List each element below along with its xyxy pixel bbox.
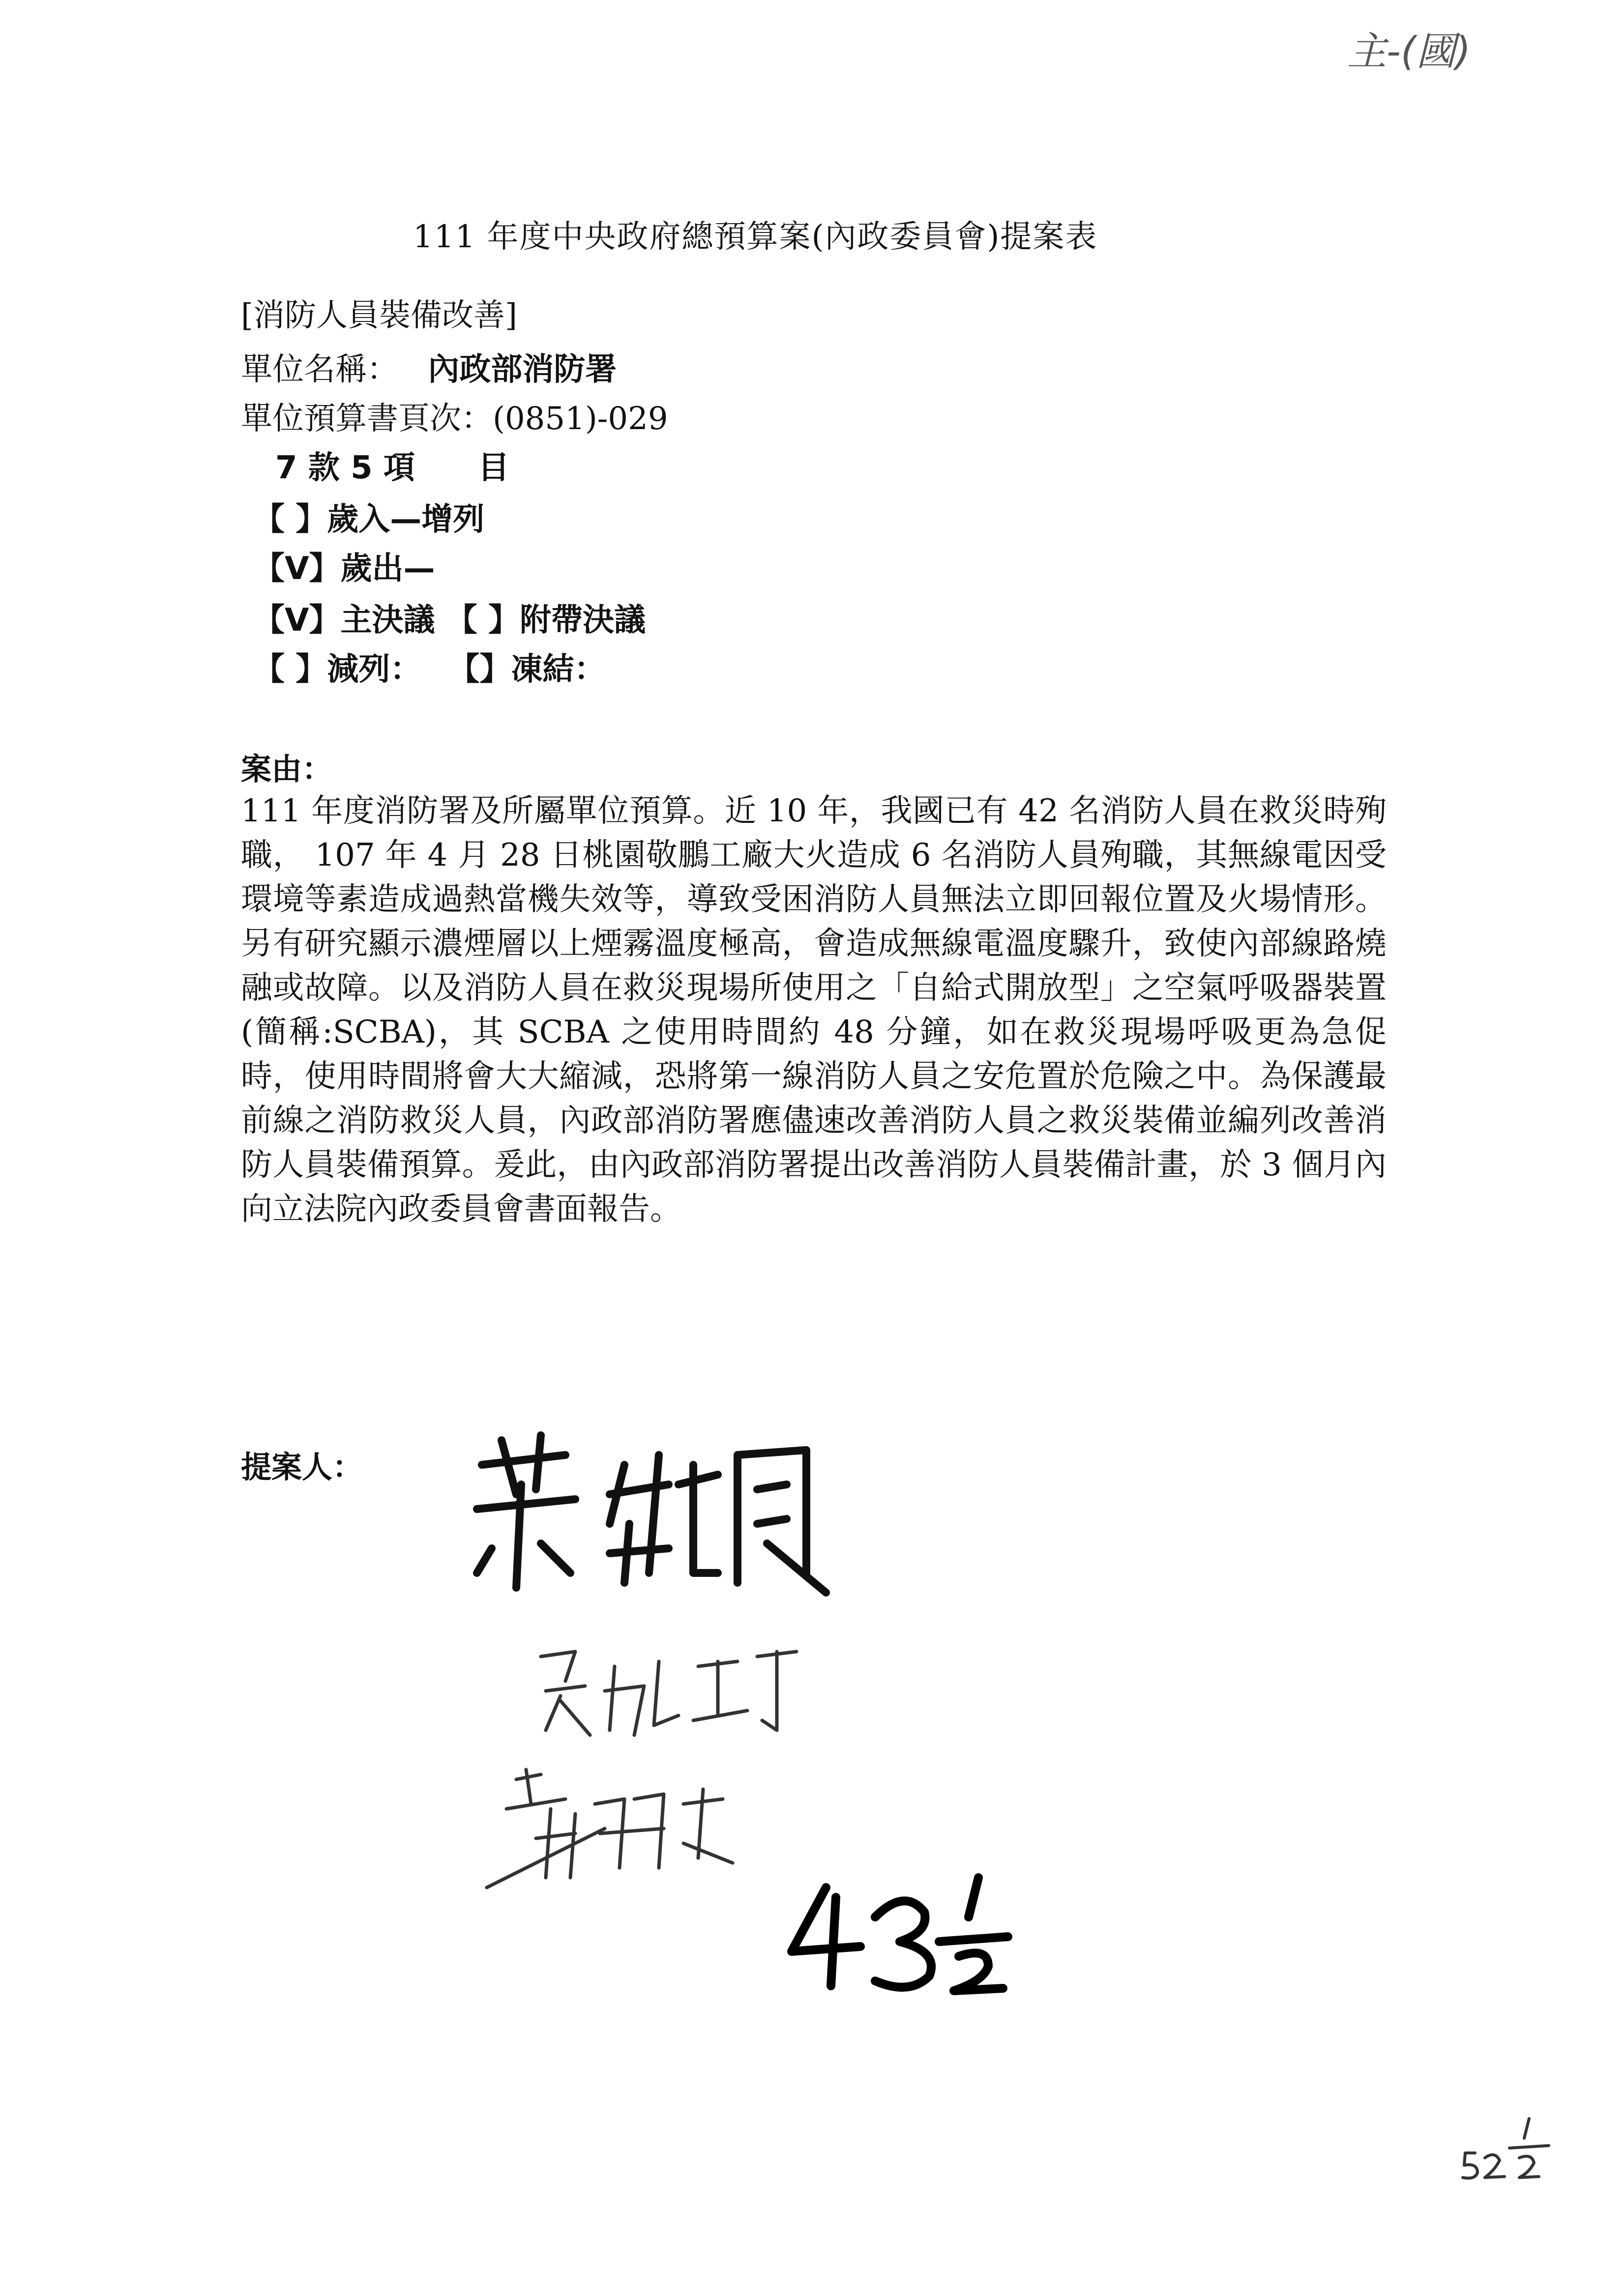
- signature-3: [477, 1760, 762, 1907]
- unit-name-label: 單位名稱：: [241, 351, 398, 388]
- budget-item-row: 7 款 5 項 目: [275, 450, 509, 486]
- expenditure-option: 【V】歲出—: [253, 551, 435, 587]
- signature-2: [531, 1637, 806, 1745]
- unit-name-row: [241, 344, 617, 389]
- cut-freeze-option: 【 】減列： 【】凍結：: [253, 651, 606, 688]
- topic-heading: [消防人員裝備改善]: [241, 297, 517, 334]
- unit-name-value: 內政部消防署: [428, 351, 617, 388]
- signature-1: [462, 1425, 836, 1602]
- case-text: 111 年度消防署及所屬單位預算。近 10 年，我國已有 42 名消防人員在救災時殉職， 107 年 4 月 28 日桃園敬鵬工廠大火造成 6 名消防人員殉職，其無線電因受環境等素造成過熱當機失效等，導致受困消防人員無法立即回報位置及火場情形。另有研究顯示濃煙層以上煙霧溫度極高，會造成無線電溫度驟升，致使內部線路燒融或故障。以及消防人員在救災現場所使用之「自給式開放型」之空氣呼吸器裝置(簡稱:SCBA)，其 SCBA 之使用時間約 48 分鐘，如在救災現場呼吸更為急促時，使用時間將會大大縮減，恐將第一線消防人員之安危置於危險之中。為保護最前線之消防救災人員，內政部消防署應儘速改善消防人員之救災裝備並編列改善消防人員裝備預算。爰此，由內政部消防署提出改善消防人員裝備計畫，於 3 個月內向立法院內政委員會書面報告。: [241, 793, 1387, 1227]
- proposer-label: 提案人：: [241, 1449, 363, 1485]
- handwritten-number: [782, 1868, 1018, 1996]
- page-number-mark: [1455, 2114, 1554, 2182]
- revenue-option: 【 】歲入—增列: [253, 501, 485, 538]
- document-title: 111 年度中央政府總預算案(內政委員會)提案表: [413, 219, 1098, 255]
- corner-handwritten-note: 主-(國): [1347, 29, 1471, 74]
- resolution-option: 【V】主決議 【 】附帶決議: [253, 602, 646, 639]
- budget-page-reference: 單位預算書頁次：(0851)-029: [241, 401, 668, 437]
- case-label: 案由：: [241, 751, 333, 787]
